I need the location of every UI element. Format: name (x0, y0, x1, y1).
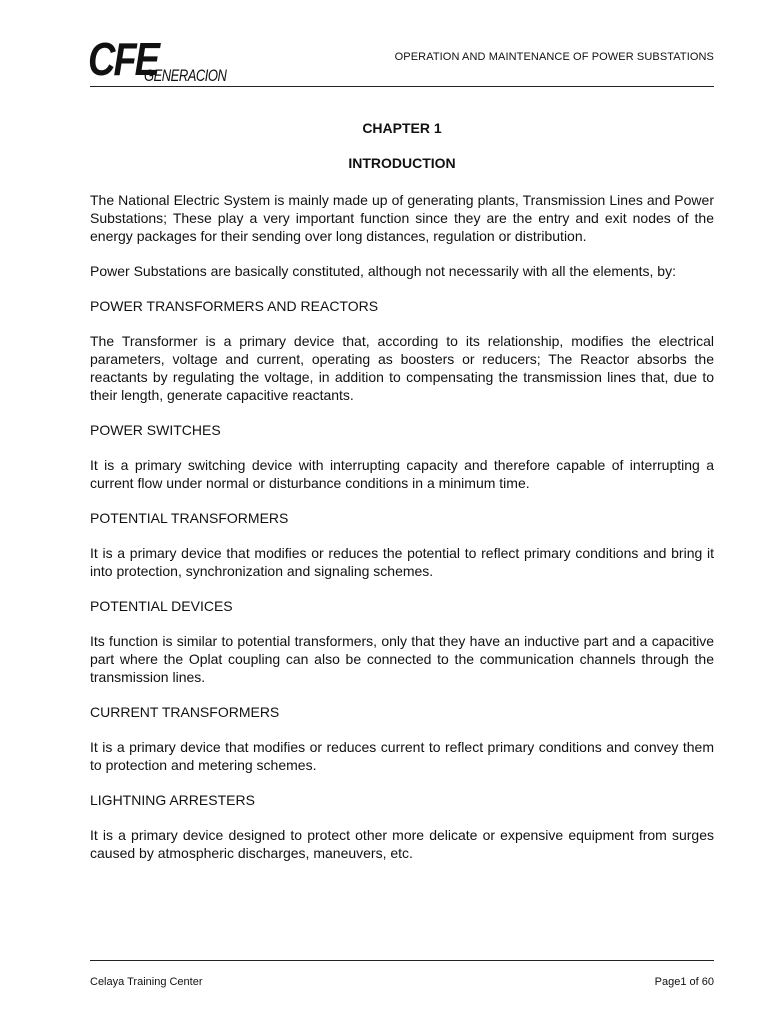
page-header (90, 34, 714, 87)
section-heading: POTENTIAL DEVICES (90, 598, 233, 614)
section-heading: LIGHTNING ARRESTERS (90, 792, 255, 808)
logo-sub-text: GENERACION (144, 66, 227, 85)
footer-organization: Celaya Training Center (90, 976, 203, 988)
section-heading: POTENTIAL TRANSFORMERS (90, 510, 289, 526)
intro-paragraph: Power Substations are basically constituted, although not necessarily with all the elements, by: (90, 263, 676, 279)
header-title: OPERATION AND MAINTENANCE OF POWER SUBSTATIONS (394, 51, 714, 63)
section-text: The Transformer is a primary device that, according to its relationship, modifies the electrical parameters, voltage and current, operating as boosters or reducers; The Reactor absorbs the reactants by regulating the voltage, in addition to compensating the transmission lines that, due to their length, generate capacitive reactants. (90, 333, 714, 403)
section-text: It is a primary switching device with interrupting capacity and therefore capable of interrupting a current flow under normal or disturbance conditions in a minimum time. (90, 457, 714, 491)
cfe-logo (90, 34, 230, 86)
document-body (90, 119, 714, 879)
page-footer (90, 960, 714, 991)
section-heading: POWER TRANSFORMERS AND REACTORS (90, 298, 379, 314)
section-text: It is a primary device that modifies or reduces the potential to reflect primary conditions and bring it into protection, synchronization and signaling schemes. (90, 545, 714, 579)
section-heading: POWER SWITCHES (90, 422, 221, 438)
page-number: Page1 of 60 (654, 976, 714, 988)
intro-paragraph: The National Electric System is mainly made up of generating plants, Transmission Lines and Power Substations; These play a very important function since they are the entry and exit nodes of the energy packages for their sending over long distances, regulation or distribution. (90, 192, 714, 244)
section-heading: CURRENT TRANSFORMERS (90, 704, 280, 720)
section-text: Its function is similar to potential transformers, only that they have an inductive part and a capacitive part where the Oplat coupling can also be connected to the communication channels through the transmission lines. (90, 633, 714, 685)
logo-main-text: CFE (88, 34, 158, 87)
section-text: It is a primary device that modifies or reduces current to reflect primary conditions and convey them to protection and metering schemes. (90, 739, 714, 773)
chapter-title: INTRODUCTION (348, 155, 456, 171)
section-text: It is a primary device designed to protect other more delicate or expensive equipment from surges caused by atmospheric discharges, maneuvers, etc. (90, 827, 714, 861)
chapter-number: CHAPTER 1 (362, 120, 442, 136)
